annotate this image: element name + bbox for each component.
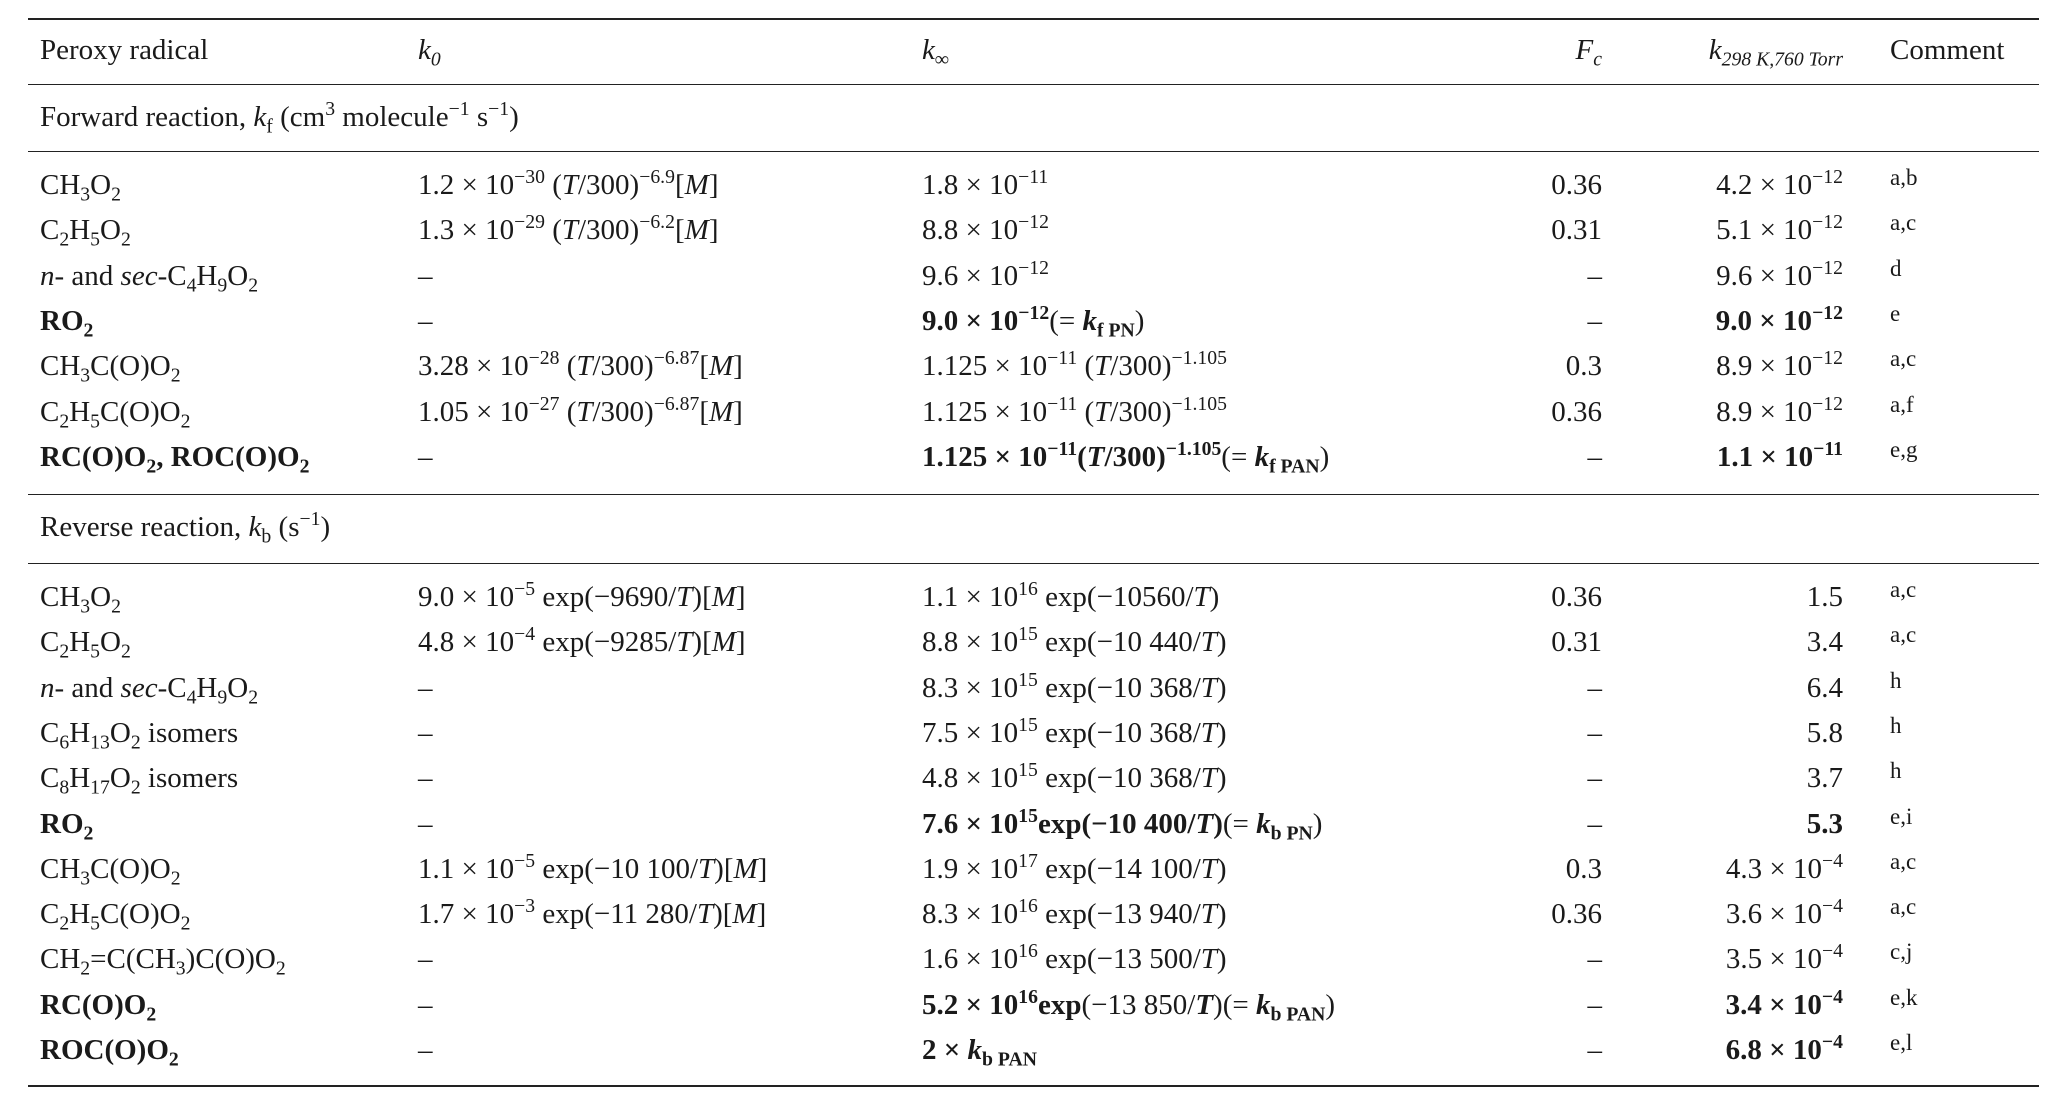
cell-k0: $4.8 \times 10^{-4}$ exp(−9285/T)[M] xyxy=(418,623,746,659)
table-row xyxy=(0,575,2067,620)
cell-k298: 3.4 xyxy=(1806,626,1843,659)
cell-kinf: $8.3 \times 10^{15}$ exp(−10 368/T) xyxy=(922,668,1227,704)
cell-k298: 6.4 xyxy=(1806,671,1843,704)
table-row xyxy=(0,620,2067,665)
cell-fc: – xyxy=(1587,259,1602,292)
header-k298: $k_{298 K,760 Torr}$ xyxy=(1708,34,1843,71)
cell-kinf: $9.6 \times 10^{-12}$ xyxy=(922,256,1049,292)
cell-comment: h xyxy=(1890,667,1902,693)
cell-fc: – xyxy=(1587,304,1602,337)
cell-k298: $1.1 \times 10^{-11}$ xyxy=(1716,437,1843,473)
cell-fc: 0.3 xyxy=(1565,350,1602,383)
cell-radical: $C_2H_5C(O)O_2$ xyxy=(40,898,191,935)
cell-k298: 5.8 xyxy=(1806,716,1843,749)
cell-radical: $ROC(O)O_2$ xyxy=(40,1034,179,1071)
cell-radical: $RO_2$ xyxy=(40,807,94,844)
table-row xyxy=(0,254,2067,299)
table-row xyxy=(0,163,2067,208)
cell-fc: 0.36 xyxy=(1551,169,1602,201)
cell-fc: 0.31 xyxy=(1551,214,1602,247)
header-rule xyxy=(28,84,2039,85)
header-kinf: $k_\infty$ xyxy=(922,34,949,71)
table-row xyxy=(0,390,2067,435)
cell-comment: a,f xyxy=(1890,391,1914,417)
top-rule xyxy=(28,18,2039,20)
cell-k298: $9.0 \times 10^{-12}$ xyxy=(1715,302,1843,337)
cell-fc: – xyxy=(1587,671,1602,704)
forward-section-title: Forward reaction, $k_f$ ($cm^3$ molecule$^{-1}$ $s^{-1}$) xyxy=(40,98,519,138)
cell-fc: 0.36 xyxy=(1551,395,1602,428)
cell-k298: $4.3 \times 10^{-4}$ xyxy=(1725,849,1843,885)
table-row xyxy=(0,937,2067,982)
cell-k0: – xyxy=(418,716,433,749)
cell-k298: $8.9 \times 10^{-12}$ xyxy=(1716,392,1843,428)
cell-k298: $9.6 \times 10^{-12}$ xyxy=(1716,256,1843,292)
cell-k0: $1.05 \times 10^{-27}$ $(T/300)^{-6.87}[M]$ xyxy=(418,392,743,428)
cell-radical: n- and $\sec-C_4H_9O_2$ xyxy=(40,671,259,708)
cell-radical: $CH_2=C(CH_3)C(O)O_2$ xyxy=(40,943,286,980)
cell-k0: – xyxy=(418,1034,433,1066)
cell-kinf: $1.1 \times 10^{16}$ exp(−10560/T) xyxy=(922,578,1220,613)
cell-k0: – xyxy=(418,807,433,840)
cell-k298: $3.6 \times 10^{-4}$ xyxy=(1725,895,1843,931)
cell-k298: $3.5 \times 10^{-4}$ xyxy=(1725,940,1843,976)
cell-comment: h xyxy=(1890,712,1902,738)
cell-comment: h xyxy=(1890,758,1902,784)
cell-kinf: $5.2 \times 10^{16}\exp(-13$ $850/T)(= k_{b PAN})$ xyxy=(922,985,1336,1025)
header-comment: Comment xyxy=(1890,34,2005,66)
cell-fc: – xyxy=(1587,988,1602,1021)
header-fc: $F_c$ xyxy=(1575,34,1602,71)
cell-k0: $1.7 \times 10^{-3}$ exp(−11 280/T)[M] xyxy=(418,895,767,931)
cell-fc: 0.3 xyxy=(1565,852,1602,885)
cell-k298: $4.2 \times 10^{-12}$ xyxy=(1716,166,1843,201)
cell-k298: 5.3 xyxy=(1806,807,1843,840)
cell-comment: a,c xyxy=(1890,622,1917,648)
cell-radical: $CH_3C(O)O_2$ xyxy=(40,852,181,890)
cell-kinf: $8.8 \times 10^{-12}$ xyxy=(922,211,1049,247)
cell-kinf: $2 \times k_{b PAN}$ xyxy=(922,1034,1037,1071)
table-row xyxy=(0,299,2067,344)
cell-fc: – xyxy=(1587,440,1602,473)
cell-kinf: $1.8 \times 10^{-11}$ xyxy=(922,166,1049,201)
cell-kinf: $1.125 \times 10^{-11}(T/300)^{-1.105}(= k_{f PAN})$ xyxy=(922,437,1330,478)
cell-k0: – xyxy=(418,943,433,976)
cell-k298: 3.7 xyxy=(1806,762,1843,795)
cell-comment: a,b xyxy=(1890,165,1918,190)
cell-fc: 0.31 xyxy=(1551,626,1602,659)
cell-k298: $5.1 \times 10^{-12}$ xyxy=(1716,211,1843,247)
cell-radical: n- and $\sec-C_4H_9O_2$ xyxy=(40,259,259,296)
cell-comment: e,l xyxy=(1890,1030,1913,1055)
cell-radical: $C_2H_5O_2$ xyxy=(40,626,131,663)
cell-radical: $RC(O)O_2$, $ROC(O)O_2$ xyxy=(40,440,310,478)
table-row xyxy=(0,666,2067,711)
cell-k0: – xyxy=(418,304,433,337)
section-divider-rule xyxy=(28,494,2039,495)
reverse-section-title: Reverse reaction, $k_b$ $(s^{-1})$ xyxy=(40,508,331,548)
cell-radical: $CH_3O_2$ xyxy=(40,581,121,618)
cell-fc: – xyxy=(1587,716,1602,749)
cell-kinf: $1.6 \times 10^{16}$ exp(−13 500/T) xyxy=(922,940,1227,976)
cell-comment: e,k xyxy=(1890,984,1918,1010)
cell-radical: $C_2H_5O_2$ xyxy=(40,214,131,251)
table-row xyxy=(0,847,2067,892)
cell-comment: a,c xyxy=(1890,346,1917,372)
cell-kinf: $9.0 \times 10^{-12}(= k_{f PN})$ xyxy=(922,302,1145,342)
cell-k0: – xyxy=(418,671,433,704)
cell-comment: a,c xyxy=(1890,848,1917,874)
cell-k298: $8.9 \times 10^{-12}$ xyxy=(1716,347,1843,383)
forward-title-rule xyxy=(28,151,2039,152)
cell-fc: – xyxy=(1587,807,1602,840)
cell-k0: $1.3 \times 10^{-29}$ $(T/300)^{-6.2}[M]$ xyxy=(418,211,719,247)
cell-k0: – xyxy=(418,259,433,292)
cell-comment: a,c xyxy=(1890,210,1917,236)
table-row xyxy=(0,435,2067,480)
cell-k0: – xyxy=(418,762,433,795)
cell-kinf: $1.125 \times 10^{-11}$ $(T/300)^{-1.105}$ xyxy=(922,392,1227,428)
table-row xyxy=(0,344,2067,389)
header-k0: $k_0$ xyxy=(418,34,441,71)
cell-kinf: $1.9 \times 10^{17}$ exp(−14 100/T) xyxy=(922,849,1227,885)
table-row xyxy=(0,892,2067,937)
header-radical: Peroxy radical xyxy=(40,34,209,66)
cell-k0: $1.2 \times 10^{-30}$ $(T/300)^{-6.9}[M]$ xyxy=(418,166,719,201)
cell-kinf: $4.8 \times 10^{15}$ exp(−10 368/T) xyxy=(922,759,1227,795)
cell-fc: 0.36 xyxy=(1551,898,1602,931)
cell-k298: 1.5 xyxy=(1806,581,1843,613)
cell-comment: d xyxy=(1890,255,1902,281)
cell-fc: – xyxy=(1587,1034,1602,1066)
cell-kinf: $1.125 \times 10^{-11}$ $(T/300)^{-1.105}$ xyxy=(922,347,1227,383)
cell-kinf: $7.6 \times 10^{15}\exp(-10$ $400/T)(= k_{b PN})$ xyxy=(922,804,1323,844)
cell-comment: e,g xyxy=(1890,436,1918,462)
cell-radical: $RO_2$ xyxy=(40,304,94,342)
cell-radical: $C_2H_5C(O)O_2$ xyxy=(40,395,191,432)
cell-k298: $3.4 \times 10^{-4}$ xyxy=(1725,985,1843,1021)
table-row xyxy=(0,802,2067,847)
cell-radical: $RC(O)O_2$ xyxy=(40,988,157,1025)
cell-radical: $C_8H_{17}O_2$ isomers xyxy=(40,762,239,799)
cell-k298: $6.8 \times 10^{-4}$ xyxy=(1725,1031,1843,1066)
cell-radical: $CH_3O_2$ xyxy=(40,169,121,206)
reverse-title-rule xyxy=(28,563,2039,564)
cell-fc: – xyxy=(1587,943,1602,976)
cell-comment: e,i xyxy=(1890,803,1913,829)
cell-k0: $1.1 \times 10^{-5}$ exp(−10 100/T)[M] xyxy=(418,849,768,885)
cell-k0: $3.28 \times 10^{-28}$ $(T/300)^{-6.87}[M]$ xyxy=(418,347,743,383)
cell-comment: c,j xyxy=(1890,939,1913,965)
cell-k0: – xyxy=(418,988,433,1021)
cell-k0: – xyxy=(418,440,433,473)
table-row xyxy=(0,208,2067,253)
table-row xyxy=(0,983,2067,1028)
cell-fc: 0.36 xyxy=(1551,581,1602,613)
cell-radical: $C_6H_{13}O_2$ isomers xyxy=(40,716,239,754)
cell-comment: a,c xyxy=(1890,894,1917,920)
cell-comment: a,c xyxy=(1890,577,1917,602)
cell-fc: – xyxy=(1587,762,1602,795)
table-row xyxy=(0,711,2067,756)
table-row xyxy=(0,1028,2067,1073)
cell-radical: $CH_3C(O)O_2$ xyxy=(40,350,181,387)
cell-kinf: $7.5 \times 10^{15}$ exp(−10 368/T) xyxy=(922,714,1227,749)
bottom-rule xyxy=(28,1085,2039,1087)
cell-comment: e xyxy=(1890,300,1901,326)
cell-k0: $9.0 \times 10^{-5}$ exp(−9690/T)[M] xyxy=(418,578,746,613)
cell-kinf: $8.3 \times 10^{16}$ exp(−13 940/T) xyxy=(922,895,1227,931)
table-row xyxy=(0,756,2067,801)
cell-kinf: $8.8 \times 10^{15}$ exp(−10 440/T) xyxy=(922,623,1227,659)
